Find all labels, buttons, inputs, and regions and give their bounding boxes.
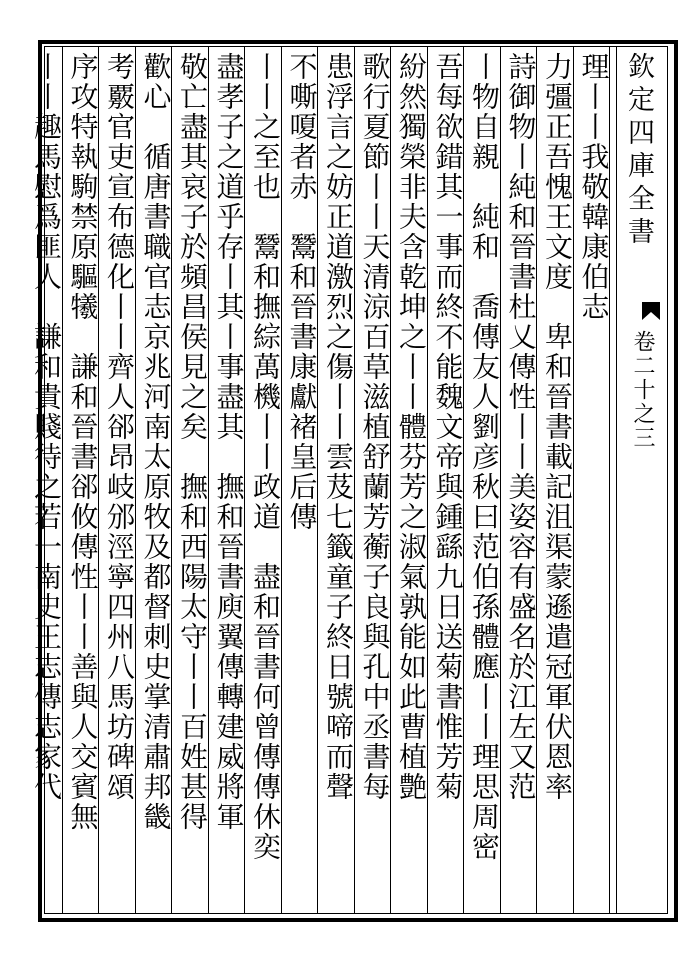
text-column: 理丨丨我敬韓康伯志 [577,52,611,322]
text-column: 敬亡盡其哀子於頻昌侯見之矣 撫和西陽太守丨丨百姓甚得 [176,52,209,832]
text-column: 丨丨之至也 鬵和撫綜萬機丨丨政道 盡和晉書何曾傳傳休奕 [249,52,282,862]
text-column: 考覈官吏宣布德化丨丨齊人郤昂岐邠涇寧四州八馬坊碑頌 [103,52,136,802]
volume-label: 卷二十之三 [630,330,655,450]
text-column: 不嘶嗄者赤 鬵和晉書康獻褚皇后傳 [285,52,319,532]
header-divider [616,46,617,914]
text-column: 患浮言之妨正道激烈之傷丨丨雲芨七籤童子終日號啼而聲 [322,52,355,802]
text-column: 丨丨趣馬慰爲匪人 謙和貴賤待之若一南史王志傳志家代 [30,52,63,802]
text-column: 力彊正吾愧王文度 卑和晉書載記沮渠蒙遜遣冠軍伏恩率 [541,52,574,802]
text-column: 詩御物丨純和晉書杜乂傳性丨丨美姿容有盛名於江左又范 [504,52,538,802]
text-column: 盡孝子之道乎存丨其丨事盡其 撫和晉書庾翼傳轉建威將軍 [212,52,246,832]
text-column: 歌行夏節丨丨天清涼百草滋植舒蘭芳蘅子良與孔中丞書每 [358,52,392,802]
text-column: 丨物自親 純和 喬傳友人劉彦秋曰范伯孫體應丨丨理思周密 [468,52,501,862]
book-title: 欽定四庫全書 [623,52,654,250]
text-column: 紛然獨榮非夫含乾坤之丨丨體芬芳之淑氣孰能如此曹植艶 [395,52,428,802]
text-column: 序攻特執駒禁原驅犧 謙和晉書郤攸傳性丨丨善與人交賓無 [66,52,100,832]
text-column: 吾每欲錯其一事而終不能魏文帝與鍾繇九日送菊書惟芳菊 [431,52,465,802]
text-column: 歡心 循唐書職官志京兆河南太原牧及都督刺史掌清肅邦畿 [139,52,173,832]
fishtail-mark-icon [640,300,662,322]
